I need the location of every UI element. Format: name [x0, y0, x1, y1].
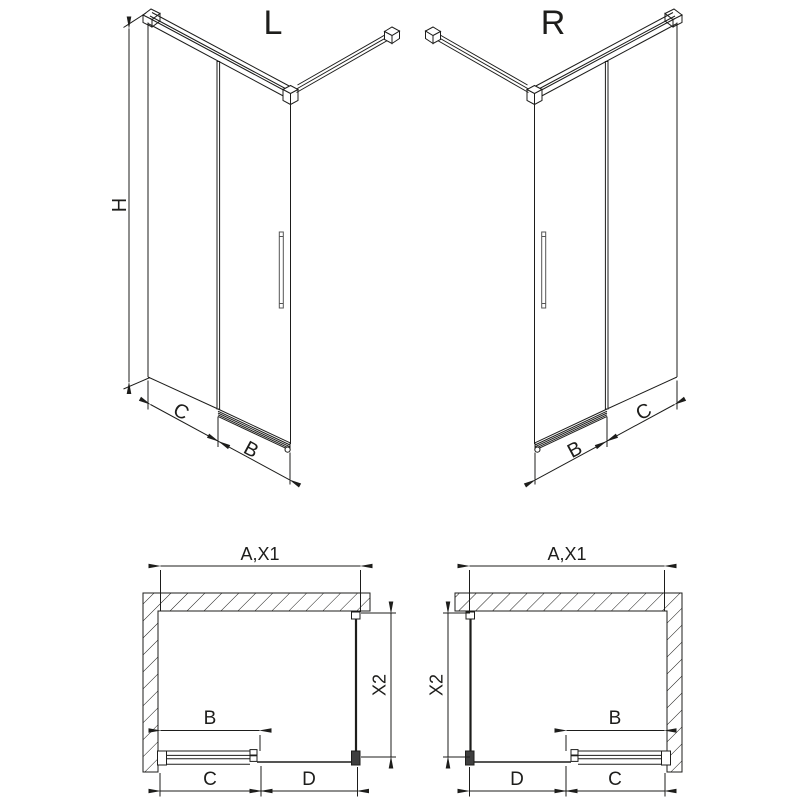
- wall-bracket-cap: [665, 9, 682, 27]
- height-dimension-label: H: [109, 197, 131, 213]
- sliding-door-profile: [578, 751, 662, 764]
- opening-dimension-label: C: [203, 769, 217, 790]
- sliding-door-profile: [167, 751, 251, 764]
- depth-dimension-label: X2: [426, 673, 447, 697]
- panel-top-bracket: [352, 612, 361, 619]
- plan-view-right: [427, 544, 683, 797]
- width-dimension-label: A,X1: [240, 544, 280, 564]
- door-roller-block: [571, 756, 578, 762]
- fixed-panel-edges: [607, 23, 677, 410]
- wall-hatched: [143, 593, 370, 772]
- fixed-dimension-label: D: [302, 769, 316, 790]
- door-roller-block: [571, 750, 578, 755]
- depth-dimension-label: X2: [369, 673, 390, 697]
- width-dimension-label: A,X1: [547, 544, 587, 564]
- view-label-right: R: [540, 4, 566, 42]
- wall-bracket-cap: [143, 9, 160, 27]
- corner-connector: [527, 86, 542, 105]
- fixed-panel-edges: [148, 23, 218, 410]
- door-wall-cap: [662, 751, 671, 765]
- drawing-root: [109, 4, 682, 797]
- wall-hatched: [455, 593, 682, 772]
- iso-view-left: [109, 4, 400, 485]
- panel-corner-block: [466, 751, 475, 765]
- stabilizer-wall-cap: [426, 27, 441, 44]
- door-seal-profile: [605, 62, 608, 410]
- sill-end-foot: [285, 447, 290, 452]
- side-dimension-label: C: [632, 398, 656, 426]
- door-dimension-label: B: [563, 437, 587, 463]
- sill-end-foot: [535, 447, 540, 452]
- door-roller-block: [250, 756, 257, 762]
- fixed-dimension-label: D: [510, 769, 524, 790]
- corner-connector: [283, 86, 298, 105]
- door-dimension-label: B: [239, 437, 263, 463]
- door-handle: [279, 232, 283, 308]
- door-handle: [542, 232, 546, 308]
- stabilizer-bar-lines: [297, 32, 392, 93]
- door-dimension-label: B: [608, 708, 622, 729]
- opening-dimension-label: C: [608, 769, 622, 790]
- door-wall-cap: [158, 751, 167, 765]
- view-label-left: L: [263, 4, 283, 42]
- stabilizer-wall-cap: [385, 27, 400, 44]
- panel-corner-block: [352, 751, 361, 765]
- side-dimension-label: C: [169, 398, 193, 426]
- door-roller-block: [250, 750, 257, 755]
- iso-view-right: [426, 4, 683, 485]
- stabilizer-bar-lines: [434, 32, 529, 93]
- door-seal-profile: [217, 62, 220, 410]
- door-dimension-label: B: [203, 708, 217, 729]
- plan-view-left: [143, 544, 396, 797]
